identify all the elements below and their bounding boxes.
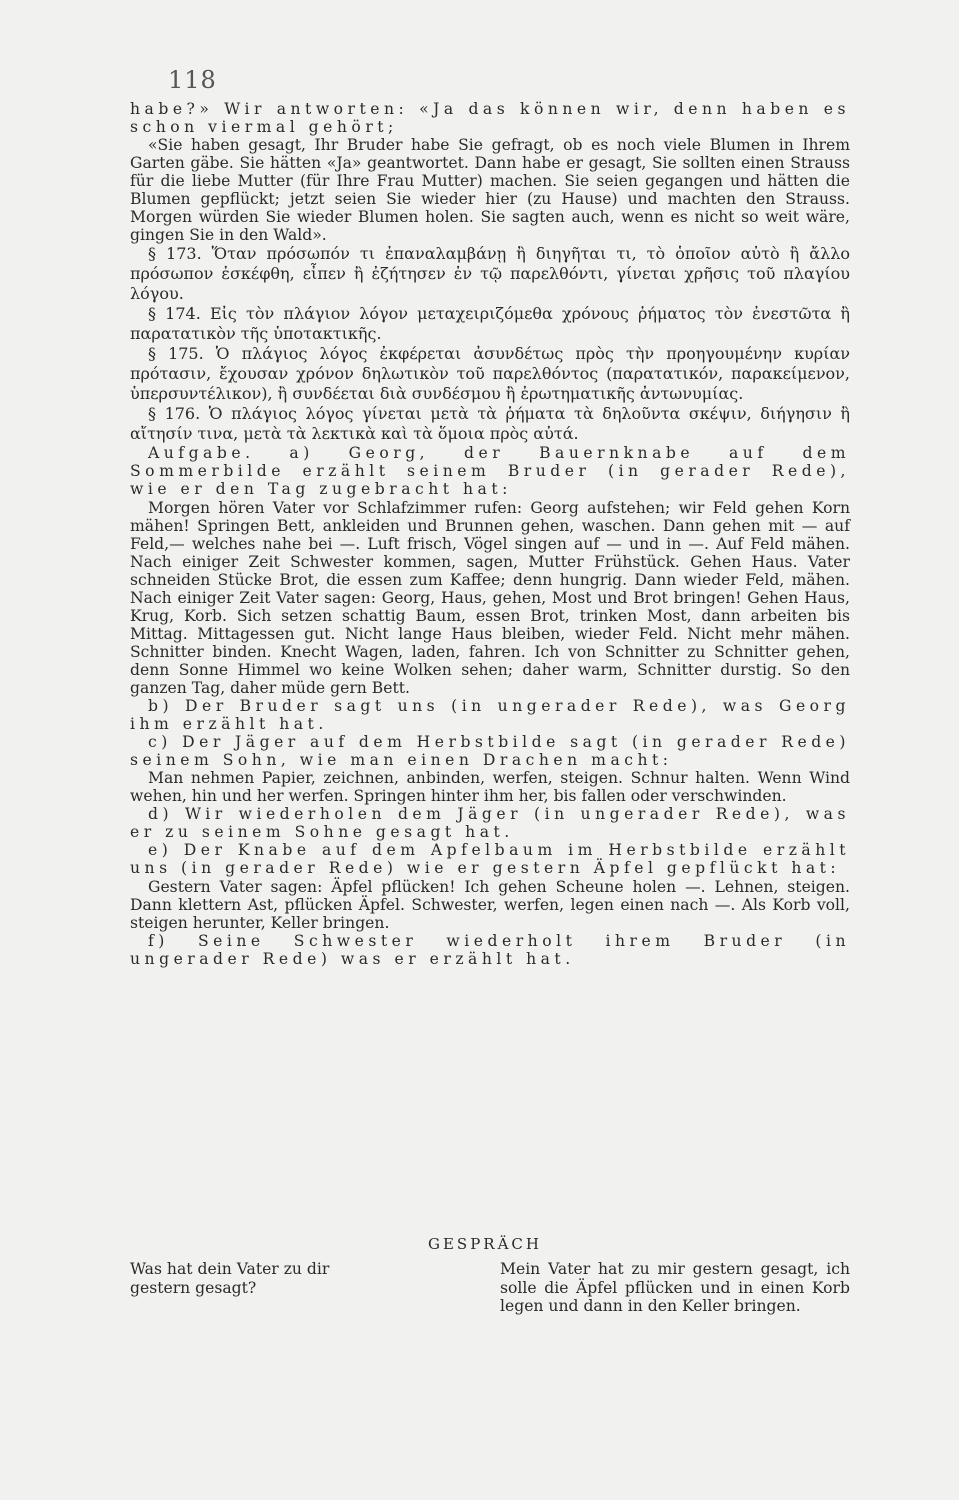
gesprach-question-column — [130, 1260, 365, 1297]
exercise-a-heading: Aufgabe. a) Georg, der Bauernknabe auf dem Sommerbilde erzählt seinem Bruder (in gerader Rede), wie er den Tag zugebracht hat: — [130, 444, 850, 499]
gesprach-heading: GESPRÄCH — [428, 1235, 542, 1253]
exercise-d: d) Wir wiederholen dem Jäger (in ungerader Rede), was er zu seinem Sohne gesagt hat. — [130, 805, 850, 842]
exercise-c-heading: c) Der Jäger auf dem Herbstbilde sagt (in gerader Rede) seinem Sohn, wie man einen Drachen macht: — [130, 733, 850, 770]
page-number: 118 — [168, 66, 217, 94]
greek-rule-175: § 175. Ὁ πλάγιος λόγος ἐκφέρεται ἀσυνδέτως πρὸς τὴν προηγουμένην κυρίαν πρότασιν, ἔχουσαν χρόνον δηλωτικὸν τοῦ παρελθόντος (παρατατικόν, παρακείμενον, ὑπερσυντέλικον), ἢ συνδέεται διὰ συνδέσμου ἢ ἐρωτηματικῆς ἀντωνυμίας. — [130, 344, 850, 404]
exercise-b: b) Der Bruder sagt uns (in ungerader Rede), was Georg ihm erzählt hat. — [130, 697, 850, 734]
greek-rule-176: § 176. Ὁ πλάγιος λόγος γίνεται μετὰ τὰ ῥήματα τὰ δηλοῦντα σκέψιν, διήγησιν ἢ αἴτησίν τινα, μετὰ τὰ λεκτικὰ καὶ τὰ ὅμοια πρὸς αὐτά. — [130, 404, 850, 444]
main-text — [130, 100, 850, 968]
exercise-e-heading: e) Der Knabe auf dem Apfelbaum im Herbstbilde erzählt uns (in gerader Rede) wie er gestern Äpfel gepflückt hat: — [130, 841, 850, 878]
gesprach-answer: Mein Vater hat zu mir gestern gesagt, ich solle die Äpfel pflücken und in einen Korb legen und dann in den Keller bringen. — [500, 1260, 850, 1315]
paragraph-continuation: habe?» Wir antworten: «Ja das können wir, denn haben es schon viermal gehört; — [130, 100, 850, 137]
exercise-c-text: Man nehmen Papier, zeichnen, anbinden, werfen, steigen. Schnur halten. Wenn Wind wehen, hin und her werfen. Springen hinter ihm her, bis fallen oder verschwinden. — [130, 769, 850, 806]
exercise-e-text: Gestern Vater sagen: Äpfel pflücken! Ich gehen Scheune holen —. Lehnen, steigen. Dann klettern Ast, pflücken Äpfel. Schwester, werfen, legen einen nach —. Als Korb voll, steigen herunter, Keller bringen. — [130, 877, 850, 932]
greek-rule-173: § 173. Ὅταν πρόσωπόν τι ἐπαναλαμβάνῃ ἢ διηγῆται τι, τὸ ὁποῖον αὐτὸ ἢ ἄλλο πρόσωπον ἐσκέφθη, εἶπεν ἢ ἐζήτησεν ἐν τῷ παρελθόντι, γίνεται χρῆσις τοῦ πλαγίου λόγου. — [130, 244, 850, 304]
exercise-a-text: Morgen hören Vater vor Schlafzimmer rufen: Georg aufstehen; wir Feld gehen Korn mähen! Springen Bett, ankleiden und Brunnen gehen, waschen. Dann gehen mit — auf Feld,— welches nahe bei —. Luft frisch, Vögel singen auf — und in —. Auf Feld mähen. Nach einiger Zeit Schwester kommen, sagen, Mutter Frühstück. Gehen Haus. Vater schneiden Stücke Brot, die essen zum Kaffee; denn hungrig. Dann wieder Feld, mähen. Nach einiger Zeit Vater sagen: Georg, Haus, gehen, Most und Brot bringen! Gehen Haus, Krug, Korb. Sich setzen schattig Baum, essen Brot, trinken Most, dann arbeiten bis Mittag. Mittagessen gut. Nicht lange Haus bleiben, wieder Feld. Nicht mehr mähen. Schnitter binden. Knecht Wagen, laden, fahren. Ich von Schnitter zu Schnitter gehen, denn Sonne Himmel wo keine Wolken sehen; daher warm, Schnitter durstig. So den ganzen Tag, daher müde gern Bett. — [130, 498, 850, 697]
exercise-f: f) Seine Schwester wiederholt ihrem Bruder (in ungerader Rede) was er erzählt hat. — [130, 931, 850, 968]
paragraph-reported-speech: «Sie haben gesagt, Ihr Bruder habe Sie gefragt, ob es noch viele Blumen in Ihrem Garten gäbe. Sie hätten «Ja» geantwortet. Dann habe er gesagt, Sie sollten einen Strauss für die liebe Mutter (für Ihre Frau Mutter) machen. Sie seien gegangen und hätten die Blumen gepflückt; jetzt seien Sie wieder hier (zu Hause) und machten den Strauss. Morgen würden Sie wieder Blumen holen. Sie sagten auch, wenn es nicht so weit wäre, gingen Sie in den Wald». — [130, 136, 850, 245]
gesprach-question: Was hat dein Vater zu dir gestern gesagt? — [130, 1260, 330, 1297]
greek-rule-174: § 174. Εἰς τὸν πλάγιον λόγον μεταχειριζόμεθα χρόνους ῥήματος τὸν ἐνεστῶτα ἢ παρατατικὸν τῆς ὑποτακτικῆς. — [130, 304, 850, 344]
gesprach-answer-column — [500, 1260, 850, 1316]
